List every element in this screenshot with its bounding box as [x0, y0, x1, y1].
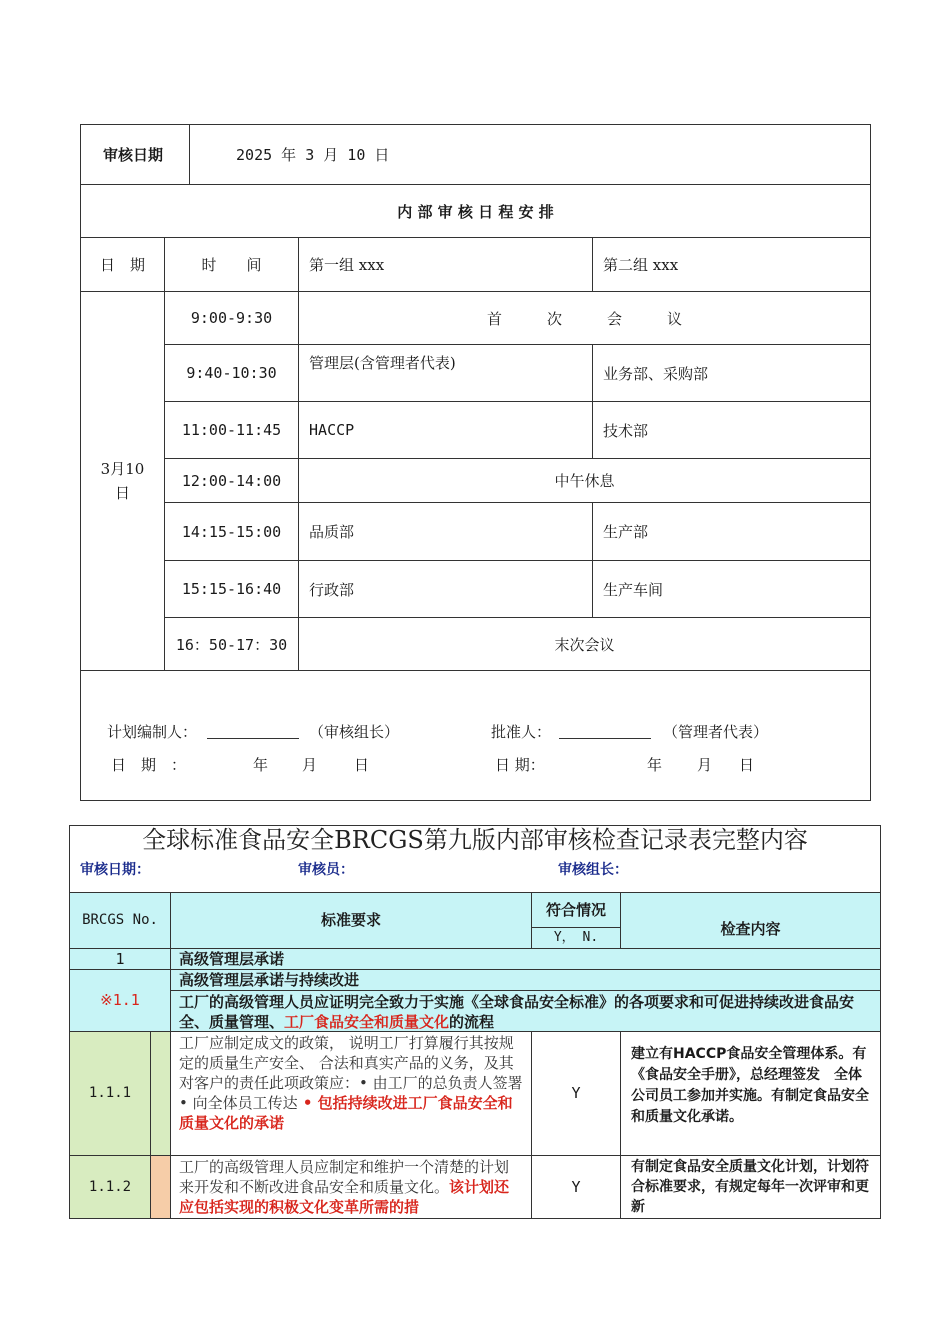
- row-group2: 生产部: [593, 503, 871, 561]
- col-no-text: BRCGS No.: [82, 912, 158, 928]
- date-day-right: 日: [739, 756, 755, 774]
- section-title: 高级管理层承诺: [170, 948, 881, 970]
- section-no: [69, 948, 171, 970]
- schedule-day-text: 3月10日: [100, 460, 145, 502]
- col-content: 检查内容: [620, 892, 881, 949]
- row-time: 15:15-16:40: [165, 561, 299, 618]
- item-yn: Y: [531, 1031, 621, 1156]
- item-text-red: 该计划还应包括实现的积极文化变革所需的措: [179, 1178, 510, 1216]
- header-group2: 第二组 xxx: [593, 238, 871, 292]
- date-month-left: 月: [302, 756, 318, 774]
- row-group1: 管理层(含管理者代表): [299, 345, 593, 402]
- sub-text-b: 的流程: [449, 1013, 495, 1031]
- planner-label: 计划编制人：: [107, 723, 198, 741]
- date-day-left: 日: [354, 756, 370, 774]
- row-group1: 品质部: [299, 503, 593, 561]
- row-time: 16：50-17：30: [165, 618, 299, 671]
- row-group1: HACCP: [299, 402, 593, 459]
- item-content: 有制定食品安全质量文化计划，计划符合标准要求，有规定每年一次评审和更新: [620, 1155, 881, 1219]
- schedule-day: [81, 292, 165, 671]
- checklist-title: 全球标准食品安全BRCGS第九版内部审核检查记录表完整内容: [142, 826, 808, 854]
- schedule-title: 内 部 审 核 日 程 安 排: [81, 185, 871, 238]
- header-date: 日 期: [81, 238, 165, 292]
- row-time: 9:00-9:30: [165, 292, 299, 345]
- schedule-table: [80, 124, 871, 801]
- section-no-text: 1: [115, 950, 125, 968]
- row-merged: 末次会议: [299, 618, 871, 671]
- audit-date-value: 2025 年 3 月 10 日: [190, 125, 871, 185]
- date-month-right: 月: [697, 756, 713, 774]
- item-content: 建立有HACCP食品安全管理体系。有《食品安全手册》，总经理签发 全体公司员工参加并实施。有制定食品安全和质量文化承诺。: [620, 1031, 881, 1156]
- row-group2: 业务部、采购部: [593, 345, 871, 402]
- meta-team-leader: 审核组长：: [558, 862, 628, 878]
- col-yn: Y， N.: [531, 927, 621, 949]
- signature-area: [81, 671, 871, 801]
- item-no: [69, 1155, 151, 1219]
- item-yn: Y: [531, 1155, 621, 1219]
- date-year-left: 年: [253, 756, 269, 774]
- sub-no-text: ※1.1: [100, 991, 140, 1009]
- row-merged: 首 次 会 议: [299, 292, 871, 345]
- sub-text: [170, 990, 881, 1032]
- row-group2: 技术部: [593, 402, 871, 459]
- header-time: 时 间: [165, 238, 299, 292]
- sub-text-red: 工厂食品安全和质量文化: [284, 1013, 450, 1031]
- item-no-text: 1.1.2: [88, 1179, 132, 1195]
- col-requirement: 标准要求: [170, 892, 532, 949]
- approver-signature-line: [559, 738, 651, 739]
- approver-label: 批准人：: [491, 723, 552, 741]
- date-label-left: 日 期 ：: [111, 756, 187, 774]
- header-group1: 第一组 xxx: [299, 238, 593, 292]
- date-label-right: 日 期：: [495, 756, 545, 774]
- item-no: [69, 1031, 151, 1156]
- audit-date-label: 审核日期: [81, 125, 190, 185]
- row-time: 11:00-11:45: [165, 402, 299, 459]
- col-no: [69, 892, 171, 949]
- meta-auditor: 审核员：: [298, 862, 354, 878]
- item-text-a: 工厂的高级管理人员应制定和维护一个清楚的计划来开发和不断改进食品安全和质量文化。: [179, 1158, 510, 1196]
- approver-role: （管理者代表）: [663, 723, 769, 741]
- item-requirement: [170, 1155, 532, 1219]
- meta-row: [69, 855, 881, 893]
- row-group2: 生产车间: [593, 561, 871, 618]
- col-conformity: 符合情况: [531, 892, 621, 928]
- sub-title: 高级管理层承诺与持续改进: [170, 969, 881, 991]
- sub-no: [69, 969, 171, 1032]
- item-requirement: [170, 1031, 532, 1156]
- item-no-text: 1.1.1: [88, 1085, 132, 1101]
- item-text-red: • 包括持续改进工厂食品安全和质量文化的承诺: [179, 1094, 513, 1132]
- item-marker: [150, 1031, 171, 1156]
- meta-audit-date: 审核日期：: [80, 862, 150, 878]
- sub-text-a: 工厂的高级管理人员应证明完全致力于实施《全球食品安全标准》的各项要求和可促进持续改进食品安全、质量管理、: [179, 993, 855, 1031]
- planner-signature-line: [207, 738, 299, 739]
- row-time: 9:40-10:30: [165, 345, 299, 402]
- row-time: 14:15-15:00: [165, 503, 299, 561]
- row-time: 12:00-14:00: [165, 459, 299, 503]
- item-marker: [150, 1155, 171, 1219]
- row-merged: 中午休息: [299, 459, 871, 503]
- planner-role: （审核组长）: [309, 723, 400, 741]
- row-group1: 行政部: [299, 561, 593, 618]
- date-year-right: 年: [647, 756, 663, 774]
- item-text-a: 工厂应制定成文的政策， 说明工厂打算履行其按规定的质量生产安全、 合法和真实产品的义务，及其对客户的责任此项政策应：• 由工厂的总负责人签署 • 向全体员工传达: [179, 1034, 523, 1112]
